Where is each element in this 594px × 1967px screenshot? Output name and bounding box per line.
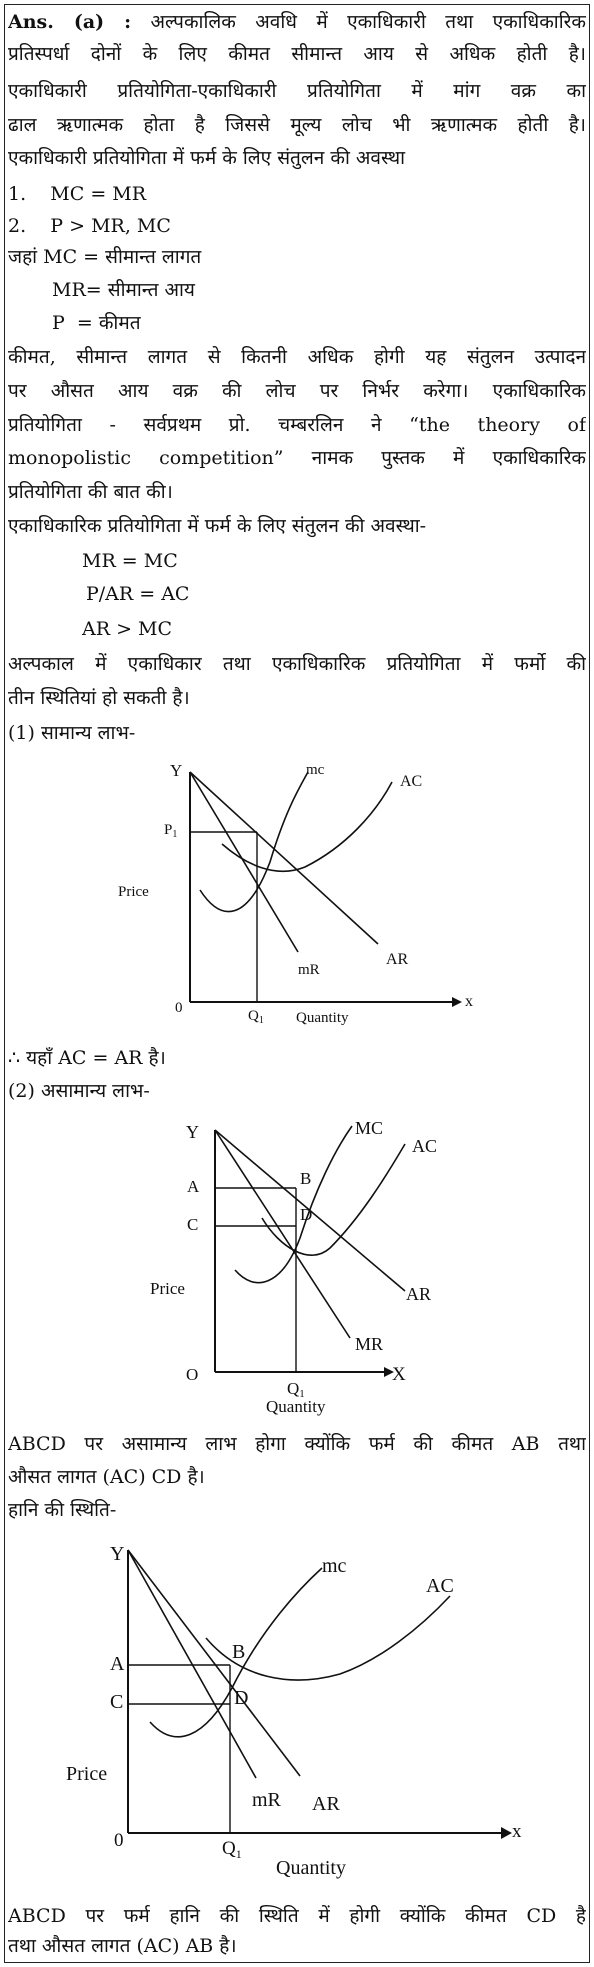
x-axis-label: x [465, 993, 473, 1010]
ac-label: AC [426, 1575, 454, 1597]
normal-profit-result: ∴ यहाँ AC = AR है। [8, 1047, 166, 1069]
intro-line-5: एकाधिकारी प्रतियोगिता में फर्म के लिए संतुलन की अवस्था [8, 147, 406, 169]
abnormal-profit-result-2: औसत लागत (AC) CD है। [8, 1466, 205, 1488]
quantity-label: Quantity [276, 1857, 346, 1879]
ac-label: AC [400, 773, 423, 790]
b-label: B [300, 1169, 312, 1188]
origin-label: O [186, 1365, 199, 1384]
x-axis-label: X [392, 1364, 406, 1385]
ac-label: AC [412, 1136, 438, 1156]
case-1-heading: (1) सामान्य लाभ- [8, 722, 136, 744]
d-label: D [300, 1205, 313, 1224]
para2-line-4: monopolistic competition” नामक पुस्तक में एकाधिकारिक [8, 447, 586, 469]
price-label: Price [150, 1279, 185, 1298]
mc-label: MC [355, 1118, 384, 1138]
quantity-label: Quantity [296, 1010, 349, 1026]
loss-heading: हानि की स्थिति- [8, 1499, 117, 1521]
normal-profit-diagram [0, 752, 594, 1042]
definition-mc: जहां MC = सीमान्त लागत [8, 246, 202, 268]
equation-p-ac: P/AR = AC [86, 583, 190, 605]
para2-line-6: एकाधिकारिक प्रतियोगिता में फर्म के लिए संतुलन की अवस्था- [8, 515, 427, 537]
intro-line-1-text: अल्पकालिक अवधि में एकाधिकारी तथा एकाधिकारिक [150, 11, 586, 33]
ar-curve [128, 1550, 300, 1776]
loss-result-2: तथा औसत लागत (AC) AB है। [8, 1935, 237, 1957]
intro-line-1 [8, 6, 586, 39]
mr-curve [215, 1130, 350, 1338]
mc-curve [235, 1126, 352, 1283]
ar-label: AR [406, 1284, 432, 1304]
c-label: C [110, 1691, 124, 1713]
condition-1: 1. MC = MR [8, 183, 147, 205]
answer-label: Ans. (a) : [8, 11, 132, 33]
loss-diagram [0, 1528, 594, 1900]
q1-label: Q1 [287, 1379, 305, 1400]
case-2-heading: (2) असामान्य लाभ- [8, 1080, 150, 1102]
definition-mr: MR= सीमान्त आय [52, 279, 195, 301]
x-axis-label: x [512, 1821, 522, 1842]
intro-line-2: प्रतिस्पर्धा दोनों के लिए कीमत सीमान्त आय से अधिक होती है। [8, 43, 586, 65]
origin-label: 0 [175, 1000, 183, 1016]
mr-label: mR [252, 1789, 281, 1811]
abnormal-profit-diagram [0, 1108, 594, 1428]
para2-line-2: पर औसत आय वक्र की लोच पर निर्भर करेगा। एकाधिकारिक [8, 380, 586, 402]
origin-label: 0 [114, 1830, 124, 1851]
b-label: B [232, 1641, 246, 1663]
y-axis-label: Y [170, 761, 183, 780]
c-label: C [187, 1215, 199, 1234]
a-label: A [187, 1177, 200, 1196]
mr-curve [190, 772, 298, 952]
intro-line-4: ढाल ऋणात्मक होता है जिससे मूल्य लोच भी ऋणात्मक होती है। [8, 114, 586, 136]
y-axis-label: Y [186, 1122, 199, 1142]
q1-label: $Q_1$ [222, 1838, 242, 1861]
price-label: Price [118, 884, 149, 900]
ar-label: AR [312, 1793, 340, 1815]
intro-line-3: एकाधिकारी प्रतियोगिता-एकाधिकारी प्रतियोगिता में मांग वक्र का [8, 80, 586, 102]
para2-line-3: प्रतियोगिता - सर्वप्रथम प्रो. चम्बरलिन ने “the theory of [8, 414, 586, 436]
equation-mr-mc: MR = MC [82, 550, 178, 572]
equation-ar-mc: AR > MC [82, 618, 173, 640]
price-label: Price [66, 1763, 108, 1785]
para2-line-8: तीन स्थितियां हो सकती है। [8, 687, 190, 709]
p1-label: $P_1$ [164, 822, 178, 840]
ac-curve [222, 782, 392, 871]
d-label: D [234, 1687, 249, 1709]
x-axis-arrow [501, 1827, 512, 1839]
ac-curve [206, 1596, 450, 1680]
ar-label: AR [386, 951, 409, 968]
para2-line-1: कीमत, सीमान्त लागत से कितनी अधिक होगी यह संतुलन उत्पादन [8, 346, 586, 368]
mc-label: mc [306, 762, 325, 778]
ar-curve [190, 772, 378, 944]
mr-label: MR [355, 1334, 384, 1354]
mr-label: mR [298, 962, 320, 978]
q1-label: $Q_1$ [248, 1008, 264, 1026]
loss-result-1: ABCD पर फर्म हानि की स्थिति में होगी क्योंकि कीमत CD है [8, 1905, 586, 1927]
quantity-label: Quantity [266, 1397, 326, 1416]
definition-p: P = कीमत [52, 312, 141, 334]
ac-curve [262, 1144, 405, 1255]
mc-label: mc [322, 1555, 347, 1577]
y-axis-label: Y [110, 1543, 125, 1565]
x-axis-arrow [452, 997, 462, 1007]
a-label: A [110, 1653, 125, 1675]
mc-curve [200, 772, 308, 912]
condition-2: 2. P > MR, MC [8, 215, 171, 237]
abnormal-profit-result-1: ABCD पर असामान्य लाभ होगा क्योंकि फर्म की कीमत AB तथा [8, 1433, 586, 1455]
para2-line-7: अल्पकाल में एकाधिकार तथा एकाधिकारिक प्रतियोगिता में फर्मो की [8, 653, 586, 675]
para2-line-5: प्रतियोगिता की बात की। [8, 481, 173, 503]
